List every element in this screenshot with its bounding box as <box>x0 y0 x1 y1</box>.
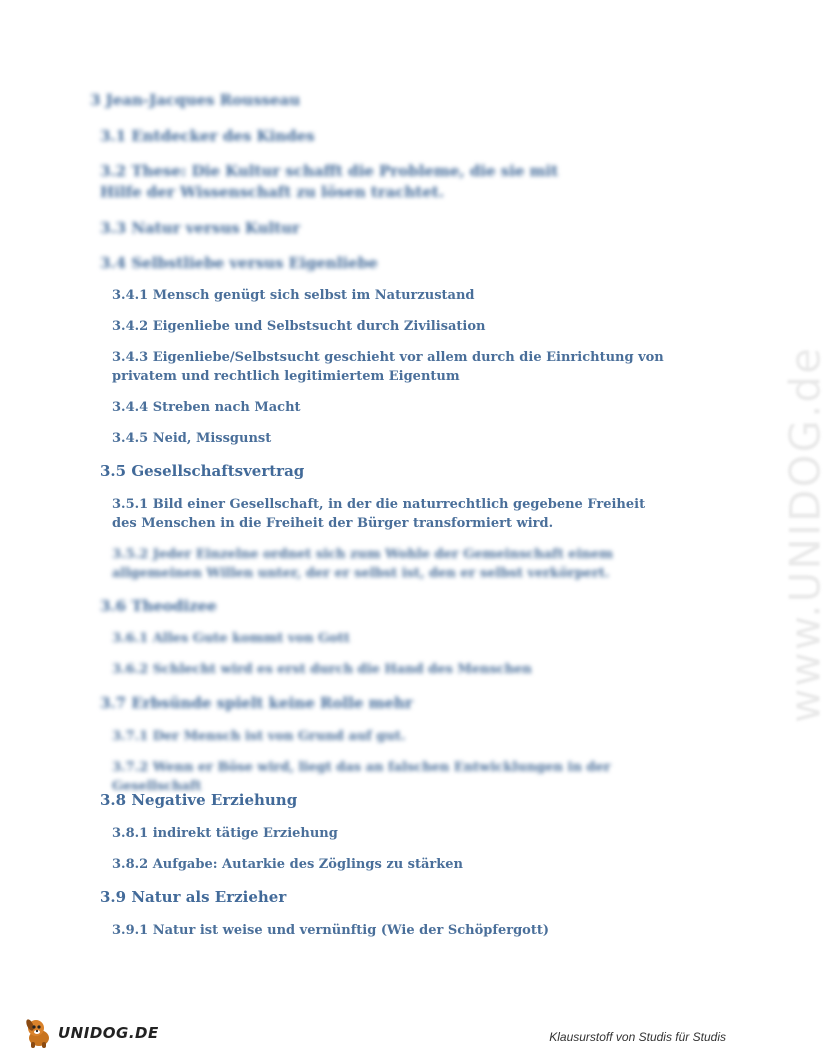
section-3-2: 3.2 These: Die Kultur schafft die Probleme, die sie mit Hilfe der Wissenschaft zu lösen trachtet. <box>100 162 559 201</box>
section-3-1: 3.1 Entdecker des Kindes <box>100 127 315 145</box>
subsection-3-9-1: 3.9.1 Natur ist weise und vernünftig (Wie der Schöpfergott) <box>112 923 549 938</box>
subsection-3-4-3: 3.4.3 Eigenliebe/Selbstsucht geschieht vor allem durch die Einrichtung von privatem und rechtlich legitimiertem Eigentum <box>112 350 664 384</box>
logo-text: UNIDOG.DE <box>58 1024 159 1042</box>
section-3-8: 3.8 Negative Erziehung <box>100 791 298 809</box>
footer-tagline: Klausurstoff von Studis für Studis <box>549 1030 726 1044</box>
section-3-6: 3.6 Theodizee <box>100 597 217 615</box>
subsection-3-7-1: 3.7.1 Der Mensch ist von Grund auf gut. <box>112 729 406 744</box>
subsection-3-4-2: 3.4.2 Eigenliebe und Selbstsucht durch Zivilisation <box>112 319 486 334</box>
section-3-7: 3.7 Erbsünde spielt keine Rolle mehr <box>100 694 413 712</box>
watermark: www.UNIDOG.de <box>780 346 830 723</box>
section-3-5: 3.5 Gesellschaftsvertrag <box>100 462 305 480</box>
section-3-9: 3.9 Natur als Erzieher <box>100 888 287 906</box>
subsection-3-5-1: 3.5.1 Bild einer Gesellschaft, in der die naturrechtlich gegebene Freiheit des Menschen in die Freiheit der Bürger transformiert wird. <box>112 497 646 531</box>
dog-icon <box>22 1016 56 1050</box>
subsection-3-8-2: 3.8.2 Aufgabe: Autarkie des Zöglings zu stärken <box>112 857 464 872</box>
chapter-heading: 3 Jean-Jacques Rousseau <box>90 91 301 109</box>
subsection-3-4-5: 3.4.5 Neid, Missgunst <box>112 431 272 446</box>
footer-logo[interactable] <box>22 1013 162 1053</box>
subsection-3-6-2: 3.6.2 Schlecht wird es erst durch die Hand des Menschen <box>112 662 532 677</box>
subsection-3-7-2: 3.7.2 Wenn er Böse wird, liegt das an falschen Entwicklungen in der Gesellschaft <box>112 760 611 794</box>
section-3-4: 3.4 Selbstliebe versus Eigenliebe <box>100 254 378 272</box>
subsection-3-4-4: 3.4.4 Streben nach Macht <box>112 400 301 415</box>
subsection-3-4-1: 3.4.1 Mensch genügt sich selbst im Naturzustand <box>112 288 475 303</box>
section-3-3: 3.3 Natur versus Kultur <box>100 219 300 237</box>
subsection-3-6-1: 3.6.1 Alles Gute kommt von Gott <box>112 631 350 646</box>
subsection-3-5-2: 3.5.2 Jeder Einzelne ordnet sich zum Wohle der Gemeinschaft einem allgemeinen Willen unter, der er selbst ist, den er selbst verkörpert. <box>112 547 613 581</box>
subsection-3-8-1: 3.8.1 indirekt tätige Erziehung <box>112 826 338 841</box>
